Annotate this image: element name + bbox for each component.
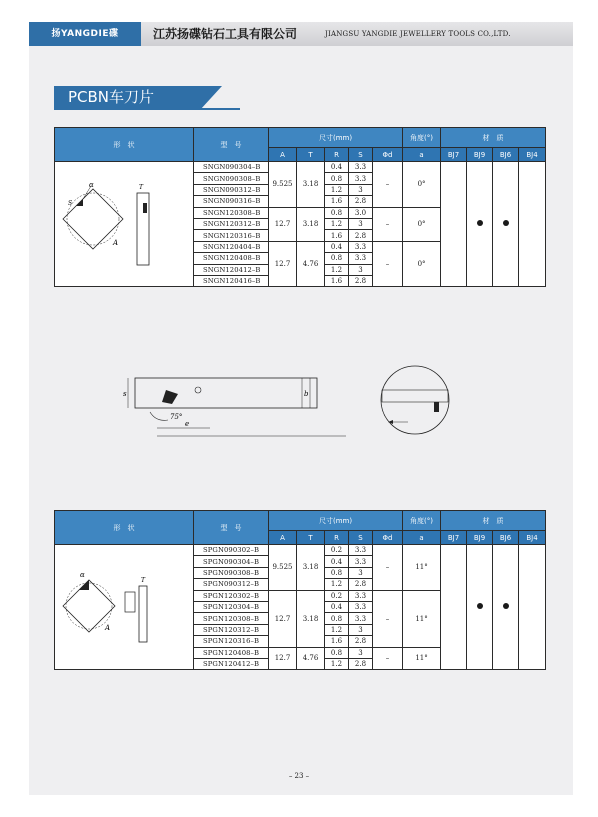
dim-s-cell: 3 <box>349 184 373 195</box>
header-col: Φd <box>373 148 403 162</box>
dim-r-cell: 1.6 <box>325 230 349 241</box>
dim-s-label: s <box>123 390 127 398</box>
dim-a-cell: 9.525 <box>269 545 297 591</box>
material-cell <box>493 545 519 670</box>
table-row <box>55 162 546 173</box>
dim-r-cell: 0.4 <box>325 556 349 567</box>
dim-d-cell: – <box>373 647 403 670</box>
model-cell: SPGN120302–B <box>194 590 269 601</box>
dim-s-cell: 3.3 <box>349 162 373 173</box>
header-col: a <box>403 531 441 545</box>
header-col: S <box>349 148 373 162</box>
model-cell: SPGN090302–B <box>194 545 269 556</box>
dim-b-label: b <box>304 390 309 398</box>
header-col: R <box>325 148 349 162</box>
dim-d-cell: – <box>373 241 403 287</box>
dim-r-cell: 1.2 <box>325 218 349 229</box>
dim-t-cell: 4.76 <box>297 241 325 287</box>
angle-cell: 0° <box>403 162 441 208</box>
dim-s-cell: 2.8 <box>349 636 373 647</box>
material-cell <box>467 545 493 670</box>
dim-s-cell: 3 <box>349 218 373 229</box>
angle-cell: 11° <box>403 545 441 591</box>
header-col: A <box>269 148 297 162</box>
dim-r-cell: 0.2 <box>325 590 349 601</box>
model-cell: SPGN120412–B <box>194 658 269 669</box>
dim-t-cell: 3.18 <box>297 162 325 208</box>
header-material: 材 质 <box>441 128 546 148</box>
a-label: A <box>105 624 111 633</box>
model-cell: SNGN120312–B <box>194 218 269 229</box>
dim-a-cell: 12.7 <box>269 207 297 241</box>
shape-cell <box>55 162 194 287</box>
model-cell: SPGN090304–B <box>194 556 269 567</box>
dim-s-cell: 3.3 <box>349 590 373 601</box>
dim-r-cell: 0.8 <box>325 567 349 578</box>
brand-logo: 扬YANGDIE碟 <box>29 22 141 46</box>
table-row <box>55 545 546 556</box>
header-col: BJ6 <box>493 148 519 162</box>
model-cell: SPGN120304–B <box>194 601 269 612</box>
angle-cell: 0° <box>403 241 441 287</box>
page-header <box>29 22 573 46</box>
dim-r-cell: 1.2 <box>325 658 349 669</box>
dim-d-cell: – <box>373 162 403 208</box>
dim-t-cell: 3.18 <box>297 207 325 241</box>
header-shape: 形 状 <box>55 128 194 162</box>
dim-a-cell: 12.7 <box>269 241 297 287</box>
dim-r-cell: 1.2 <box>325 264 349 275</box>
material-cell <box>519 162 546 287</box>
dim-r-cell: 0.8 <box>325 613 349 624</box>
header-col: BJ4 <box>519 148 546 162</box>
material-cell <box>519 545 546 670</box>
shape-cell <box>55 545 194 670</box>
spgn-spec-table <box>54 510 546 670</box>
dim-r-cell: 1.6 <box>325 275 349 286</box>
header-col: Φd <box>373 531 403 545</box>
header-col: R <box>325 531 349 545</box>
dim-r-cell: 0.4 <box>325 162 349 173</box>
dim-s-cell: 3.3 <box>349 241 373 252</box>
dim-s-cell: 2.8 <box>349 196 373 207</box>
angle-75-label: 75° <box>170 413 183 421</box>
header-dimensions: 尺寸(mm) <box>269 511 403 531</box>
header-dimensions: 尺寸(mm) <box>269 128 403 148</box>
positive-insert-diagram <box>55 562 155 652</box>
dim-t-cell: 4.76 <box>297 647 325 670</box>
dim-r-cell: 1.2 <box>325 579 349 590</box>
header-col: T <box>297 531 325 545</box>
model-cell: SPGN120408–B <box>194 647 269 658</box>
model-cell: SPGN120308–B <box>194 613 269 624</box>
dim-s-cell: 3.3 <box>349 253 373 264</box>
model-cell: SNGN120416–B <box>194 275 269 286</box>
dim-a-cell: 12.7 <box>269 590 297 647</box>
dim-s-cell: 2.8 <box>349 579 373 590</box>
dim-r-cell: 0.8 <box>325 207 349 218</box>
dim-s-cell: 2.8 <box>349 275 373 286</box>
model-cell: SPGN090312–B <box>194 579 269 590</box>
model-cell: SPGN120312–B <box>194 624 269 635</box>
alpha-label: α <box>89 181 94 190</box>
t-label: T <box>139 184 144 192</box>
dim-r-cell: 0.8 <box>325 253 349 264</box>
dim-s-cell: 3.3 <box>349 545 373 556</box>
dim-r-cell: 0.4 <box>325 601 349 612</box>
header-col: T <box>297 148 325 162</box>
s-label: S <box>68 200 73 208</box>
dim-s-cell: 3.3 <box>349 173 373 184</box>
material-cell <box>467 162 493 287</box>
dim-r-cell: 0.4 <box>325 241 349 252</box>
dim-a-cell: 12.7 <box>269 647 297 670</box>
model-cell: SNGN090304–B <box>194 162 269 173</box>
dim-r-cell: 1.2 <box>325 184 349 195</box>
dim-s-cell: 3.0 <box>349 207 373 218</box>
dim-r-cell: 1.6 <box>325 636 349 647</box>
header-col: BJ9 <box>467 531 493 545</box>
dim-r-cell: 1.6 <box>325 196 349 207</box>
dim-a-cell: 9.525 <box>269 162 297 208</box>
t-label: T <box>141 577 146 585</box>
dim-s-cell: 2.8 <box>349 658 373 669</box>
material-dot <box>503 220 509 226</box>
model-cell: SNGN120316–B <box>194 230 269 241</box>
tool-holder-diagram <box>120 360 470 445</box>
header-col: BJ7 <box>441 148 467 162</box>
header-col: a <box>403 148 441 162</box>
header-col: BJ6 <box>493 531 519 545</box>
square-insert-diagram <box>55 179 155 269</box>
header-col: BJ7 <box>441 531 467 545</box>
header-col: S <box>349 531 373 545</box>
dim-s-cell: 2.8 <box>349 230 373 241</box>
dim-d-cell: – <box>373 207 403 241</box>
header-material: 材 质 <box>441 511 546 531</box>
material-cell <box>441 162 467 287</box>
model-cell: SNGN120404–B <box>194 241 269 252</box>
material-dot <box>477 220 483 226</box>
company-name-cn: 江苏扬碟钻石工具有限公司 <box>153 27 298 41</box>
section-title-text: PCBN车刀片 <box>68 88 155 106</box>
dim-d-cell: – <box>373 590 403 647</box>
header-shape: 形 状 <box>55 511 194 545</box>
header-angle: 角度(°) <box>403 128 441 148</box>
dim-r-cell: 0.8 <box>325 647 349 658</box>
material-dot <box>503 603 509 609</box>
dim-s-cell: 3.3 <box>349 613 373 624</box>
dim-e-label: e <box>185 420 190 428</box>
angle-cell: 11° <box>403 590 441 647</box>
section-title <box>54 86 240 108</box>
model-cell: SNGN090312–B <box>194 184 269 195</box>
angle-cell: 0° <box>403 207 441 241</box>
company-name-en: JIANGSU YANGDIE JEWELLERY TOOLS CO.,LTD. <box>325 30 511 38</box>
header-angle: 角度(°) <box>403 511 441 531</box>
dim-r-cell: 1.2 <box>325 624 349 635</box>
alpha-label: α <box>80 571 85 580</box>
model-cell: SNGN120308–B <box>194 207 269 218</box>
header-col: BJ4 <box>519 531 546 545</box>
header-col: BJ9 <box>467 148 493 162</box>
dim-r-cell: 0.2 <box>325 545 349 556</box>
sngn-spec-table <box>54 127 546 287</box>
dim-s-cell: 3 <box>349 567 373 578</box>
material-cell <box>441 545 467 670</box>
model-cell: SNGN090316–B <box>194 196 269 207</box>
material-dot <box>477 603 483 609</box>
dim-s-cell: 3.3 <box>349 556 373 567</box>
angle-cell: 11° <box>403 647 441 670</box>
dim-t-cell: 3.18 <box>297 590 325 647</box>
dim-d-cell: – <box>373 545 403 591</box>
model-cell: SNGN120412–B <box>194 264 269 275</box>
page-number: – 23 – <box>288 772 310 780</box>
material-cell <box>493 162 519 287</box>
dim-s-cell: 3 <box>349 624 373 635</box>
dim-s-cell: 3 <box>349 647 373 658</box>
dim-s-cell: 3.3 <box>349 601 373 612</box>
dim-s-cell: 3 <box>349 264 373 275</box>
model-cell: SPGN120316–B <box>194 636 269 647</box>
header-col: A <box>269 531 297 545</box>
model-cell: SNGN090308–B <box>194 173 269 184</box>
dim-t-cell: 3.18 <box>297 545 325 591</box>
model-cell: SPGN090308–B <box>194 567 269 578</box>
dim-r-cell: 0.8 <box>325 173 349 184</box>
a-label: A <box>113 239 119 248</box>
header-model: 型 号 <box>194 511 269 545</box>
header-model: 型 号 <box>194 128 269 162</box>
model-cell: SNGN120408–B <box>194 253 269 264</box>
